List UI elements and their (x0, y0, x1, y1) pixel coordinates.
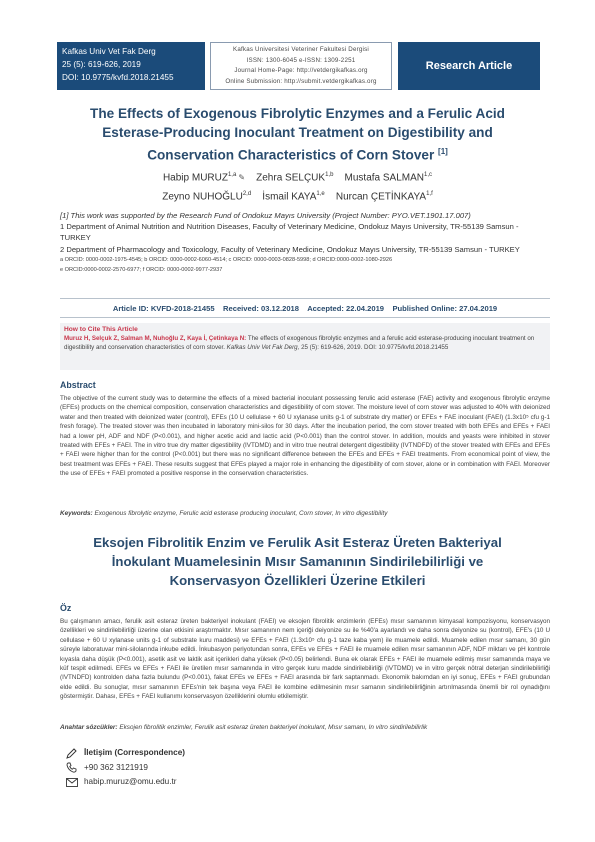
journal-info-box (210, 42, 392, 90)
affiliations (60, 210, 550, 275)
author-name: Zehra SELÇUK (256, 172, 326, 184)
abstract-heading: Abstract (60, 380, 96, 390)
keywords-label: Keywords: (60, 510, 93, 517)
keywords (60, 509, 550, 518)
author-name: İsmail KAYA (262, 191, 317, 203)
author-name: Habip MURUZ (162, 172, 228, 184)
journal-volume: 25 (5): 619-626, 2019 (62, 60, 141, 69)
correspondence-block (66, 746, 185, 790)
oz-heading: Öz (60, 603, 72, 613)
abstract-text: The objective of the current study was to determine the effects of a mixed bacterial inoculant possessing ferulic acid esterase (FAE) activity and exogenous fibrolytic enzyme (EFEs) products on the chemical composition, conservation characteristics and digestibility of corn stover. The moisture level of corn stover was adjusted to 40% with deionized water and then treated with deionized water (control), EFEs (10 U cellulase + 60 U xylanase units g-1 of substrate dry matter) or EFEs + FAE inoculant (FAEI) (1.3x10⁵ cfu g-1 fresh forage). The treated stover was then incubated in laboratory mini-silos for 30 days. After the incubation period, the corn stover treated with both EFEs and EFEs + FAEI had a lower pH, ADF and NDF (P<0.001), and higher acetic acid and lactic acid (P<0.001) than the control stover. In addition, moulds and yeasts were inhibited in stover treated with EFEs + FAEI. The in vitro true dry matter digestibility (IVTDMD) and in vitro true neutral detergent digestibility (IVTNDFD) of the stover treated with EFEs and EFEs + FAEI were higher than for the control (P<0.001) but there was no significant difference between the EFEs and EFEs + FAEI treatments. From economical point of view, the best treatment was EFEs + FAEI. These results suggest that EFEs played a major role in enhancing the digestibility of corn stover, alone or in combination with FAEI. Moreover the use of EFEs + FAEI promoted a positive response in the conservation characteristics. (60, 395, 550, 478)
affiliation-2: 2 Department of Pharmacology and Toxicology, Faculty of Veterinary Medicine, Ondokuz Mayıs University, TR-55139 Samsun - TURKEY (60, 244, 520, 254)
received-date: Received: 03.12.2018 (223, 304, 300, 313)
citation-authors: Muruz H, Selçuk Z, Salman M, Nuhoğlu Z, Kaya İ, Çetinkaya N: (64, 335, 247, 343)
pen-icon (66, 748, 84, 759)
journal-name: Kafkas Univ Vet Fak Derg (62, 47, 156, 56)
author-line-1 (40, 167, 555, 186)
citation-journal: Kafkas Univ Vet Fak Derg, (224, 344, 300, 352)
correspondence-label: İletişim (Correspondence) (84, 748, 186, 757)
citation-text (64, 334, 546, 352)
turkish-title-line-1: Eksojen Fibrolitik Enzim ve Ferulik Asit Esteraz Üreten Bakteriyal (93, 535, 502, 550)
how-to-cite-box (60, 323, 550, 370)
journal-citation-box (57, 42, 205, 90)
title-line-1: The Effects of Exogenous Fibrolytic Enzymes and a Ferulic Acid (90, 106, 505, 121)
title-line-3-text: Conservation Characteristics of Corn Stover (147, 147, 435, 163)
author-affil: 2,d (242, 191, 252, 198)
author-name: Zeyno NUHOĞLU (162, 191, 243, 203)
author-affil: 1,b (325, 172, 334, 178)
article-type-box: Research Article (398, 42, 540, 90)
journal-full-name: Kafkas Universitesi Veteriner Fakultesi Dergisi (233, 46, 369, 53)
title-line-2: Esterase-Producing Inoculant Treatment on Digestibility and (102, 125, 493, 140)
mail-icon (66, 778, 84, 787)
author-affil: 1,f (426, 191, 433, 198)
author-affil: 1,c (424, 172, 433, 178)
anahtar-sozcukler-text: Eksojen fibrolitik enzimler, Ferulik asit esteraz üreten bakteriyel inokulant, Mısır samanı, In vitro sindirilebilirlik (117, 724, 428, 731)
journal-doi: DOI: 10.9775/kvfd.2018.21455 (62, 73, 174, 82)
oz-text: Bu çalışmanın amacı, ferulik asit esteraz üreten bakteriyel inokulant (FAEI) ve eksojen fibrolitik enzimlerin (EFEs) mısır samanının kimyasal kompozisyonu, konservasyon özellikleri ve sindirilebilirliği üzerine olan etkisini araştırmaktır. Mısır samanının nem içeriği deiyonize su ile %40'a ayarlandı ve daha sonra deiyonize su (kontrol), EFE's (10 U cellulase + 60 U xylanase units g-1 of substrate kuru maddesi) ve EFEs + FAEI (1.3x10⁵ cfu g-1 taze kaba yem) ile muamele edildi. Muamele edilen mısır samanı, 30 gün süreyle laboratuvar mini-silolarında inkube edildi. İnkubasyon periyotundan sonra, EFEs ve EFEs + FAEI ile muamele edilen mısır samanının ADF, NDF miktarı ve pH kontrole kıyasla daha düşük (P<0.001), asetik asit ve laktik asit içerikleri daha yüksek (P<0.05) belirlendi. Buna ek olarak EFEs + FAEI ile muamele edilmiş mısır samanında maya ve küf tespit edilmedi. EFEs ve EFEs + FAEI ile üretilen mısır samanında in vitro gerçek kuru madde sindirilebilirliği (IVTDMD) ve in vitro gerçek nötral deterjan sindirilebilirliği (IVTNDFD) kontrolden daha fazla bulundu (P<0.001), fakat EFEs ve EFEs + FAEI arasında bir fark saptanmadı. Ekonomik bakımdan en iyi sonuç, EFEs + FAEI grubundan elde edildi. Bu sonuçlar, mısır samanının EFEs'nin tek başına veya FAEI ile kombine edilmesinin mısır samanın sindirilebilirliğinin artırılmasında önemli bir rol oynadığını göstermiştir. Dahası, EFEs + FAEI kullanımı konservasyon özelliklerini olumlu etkilemiştir. (60, 618, 550, 701)
article-id: Article ID: KVFD-2018-21455 (112, 304, 215, 313)
affiliation-1: 1 Department of Animal Nutrition and Nutrition Diseases, Faculty of Veterinary Medicine, Ondokuz Mayıs University, TR-55139 Samsun - TURKEY (60, 222, 519, 243)
turkish-title (40, 533, 555, 590)
author-list (40, 167, 555, 206)
author-name: Mustafa SALMAN (344, 172, 425, 184)
journal-submission: Online Submission: http://submit.vetdergikafkas.org (225, 77, 377, 85)
funding-note: [1] This work was supported by the Research Fund of Ondokuz Mayıs University (Project Number: PYO.VET.1901.17.007) (60, 211, 471, 220)
orcid-line-2: e ORCID:0000-0002-2570-6977; f ORCID: 0000-0002-9977-2937 (60, 266, 223, 273)
phone-icon (66, 762, 84, 773)
keywords-text: Exogenous fibrolytic enzyme, Ferulic acid esterase producing inoculant, Corn stover, In vitro digestibility (92, 510, 388, 517)
title-footnote-mark: [1] (438, 147, 448, 156)
how-to-cite-heading: How to Cite This Article (64, 326, 138, 333)
author-line-2 (40, 186, 555, 205)
journal-homepage: Journal Home-Page: http://vetdergikafkas.org (234, 67, 368, 75)
orcid-line-1: a ORCID: 0000-0002-1975-4545; b ORCID: 0000-0002-6060-4514; c ORCID: 0000-0003-0828-5998; d ORCID:0000-0002-1080-2926 (60, 256, 393, 263)
citation-title: The effects of exogenous fibrolytic enzymes and a ferulic acid esterase-producing inoculant treatment on digestibility and conservation characteristics of corn stover. (64, 335, 535, 352)
published-date: Published Online: 27.04.2019 (392, 304, 498, 313)
correspondence-email[interactable]: habip.muruz@omu.edu.tr (84, 777, 177, 787)
accepted-date: Accepted: 22.04.2019 (307, 304, 385, 313)
paper-title (40, 104, 555, 165)
author-affil: 1,a (227, 172, 237, 178)
journal-issn: ISSN: 1300-6045 e-ISSN: 1309-2251 (246, 56, 356, 64)
article-info-bar (60, 298, 550, 318)
anahtar-sozcukler (60, 723, 550, 732)
turkish-title-line-2: İnokulant Muamelesinin Mısır Samanının Sindirilebilirliği ve (111, 554, 484, 569)
citation-details: 25 (5): 619-626, 2019. DOI: 10.9775/kvfd.2018.21455 (299, 344, 449, 352)
pen-icon: ✎ (238, 173, 246, 183)
anahtar-sozcukler-label: Anahtar sözcükler: (60, 724, 118, 731)
title-line-3 (40, 142, 555, 165)
author-name: Nurcan ÇETİNKAYA (335, 191, 427, 203)
correspondence-phone: +90 362 3121919 (84, 762, 148, 772)
author-affil: 1,e (316, 191, 325, 198)
turkish-title-line-3: Konservasyon Özellikleri Üzerine Etkileri (169, 573, 426, 588)
